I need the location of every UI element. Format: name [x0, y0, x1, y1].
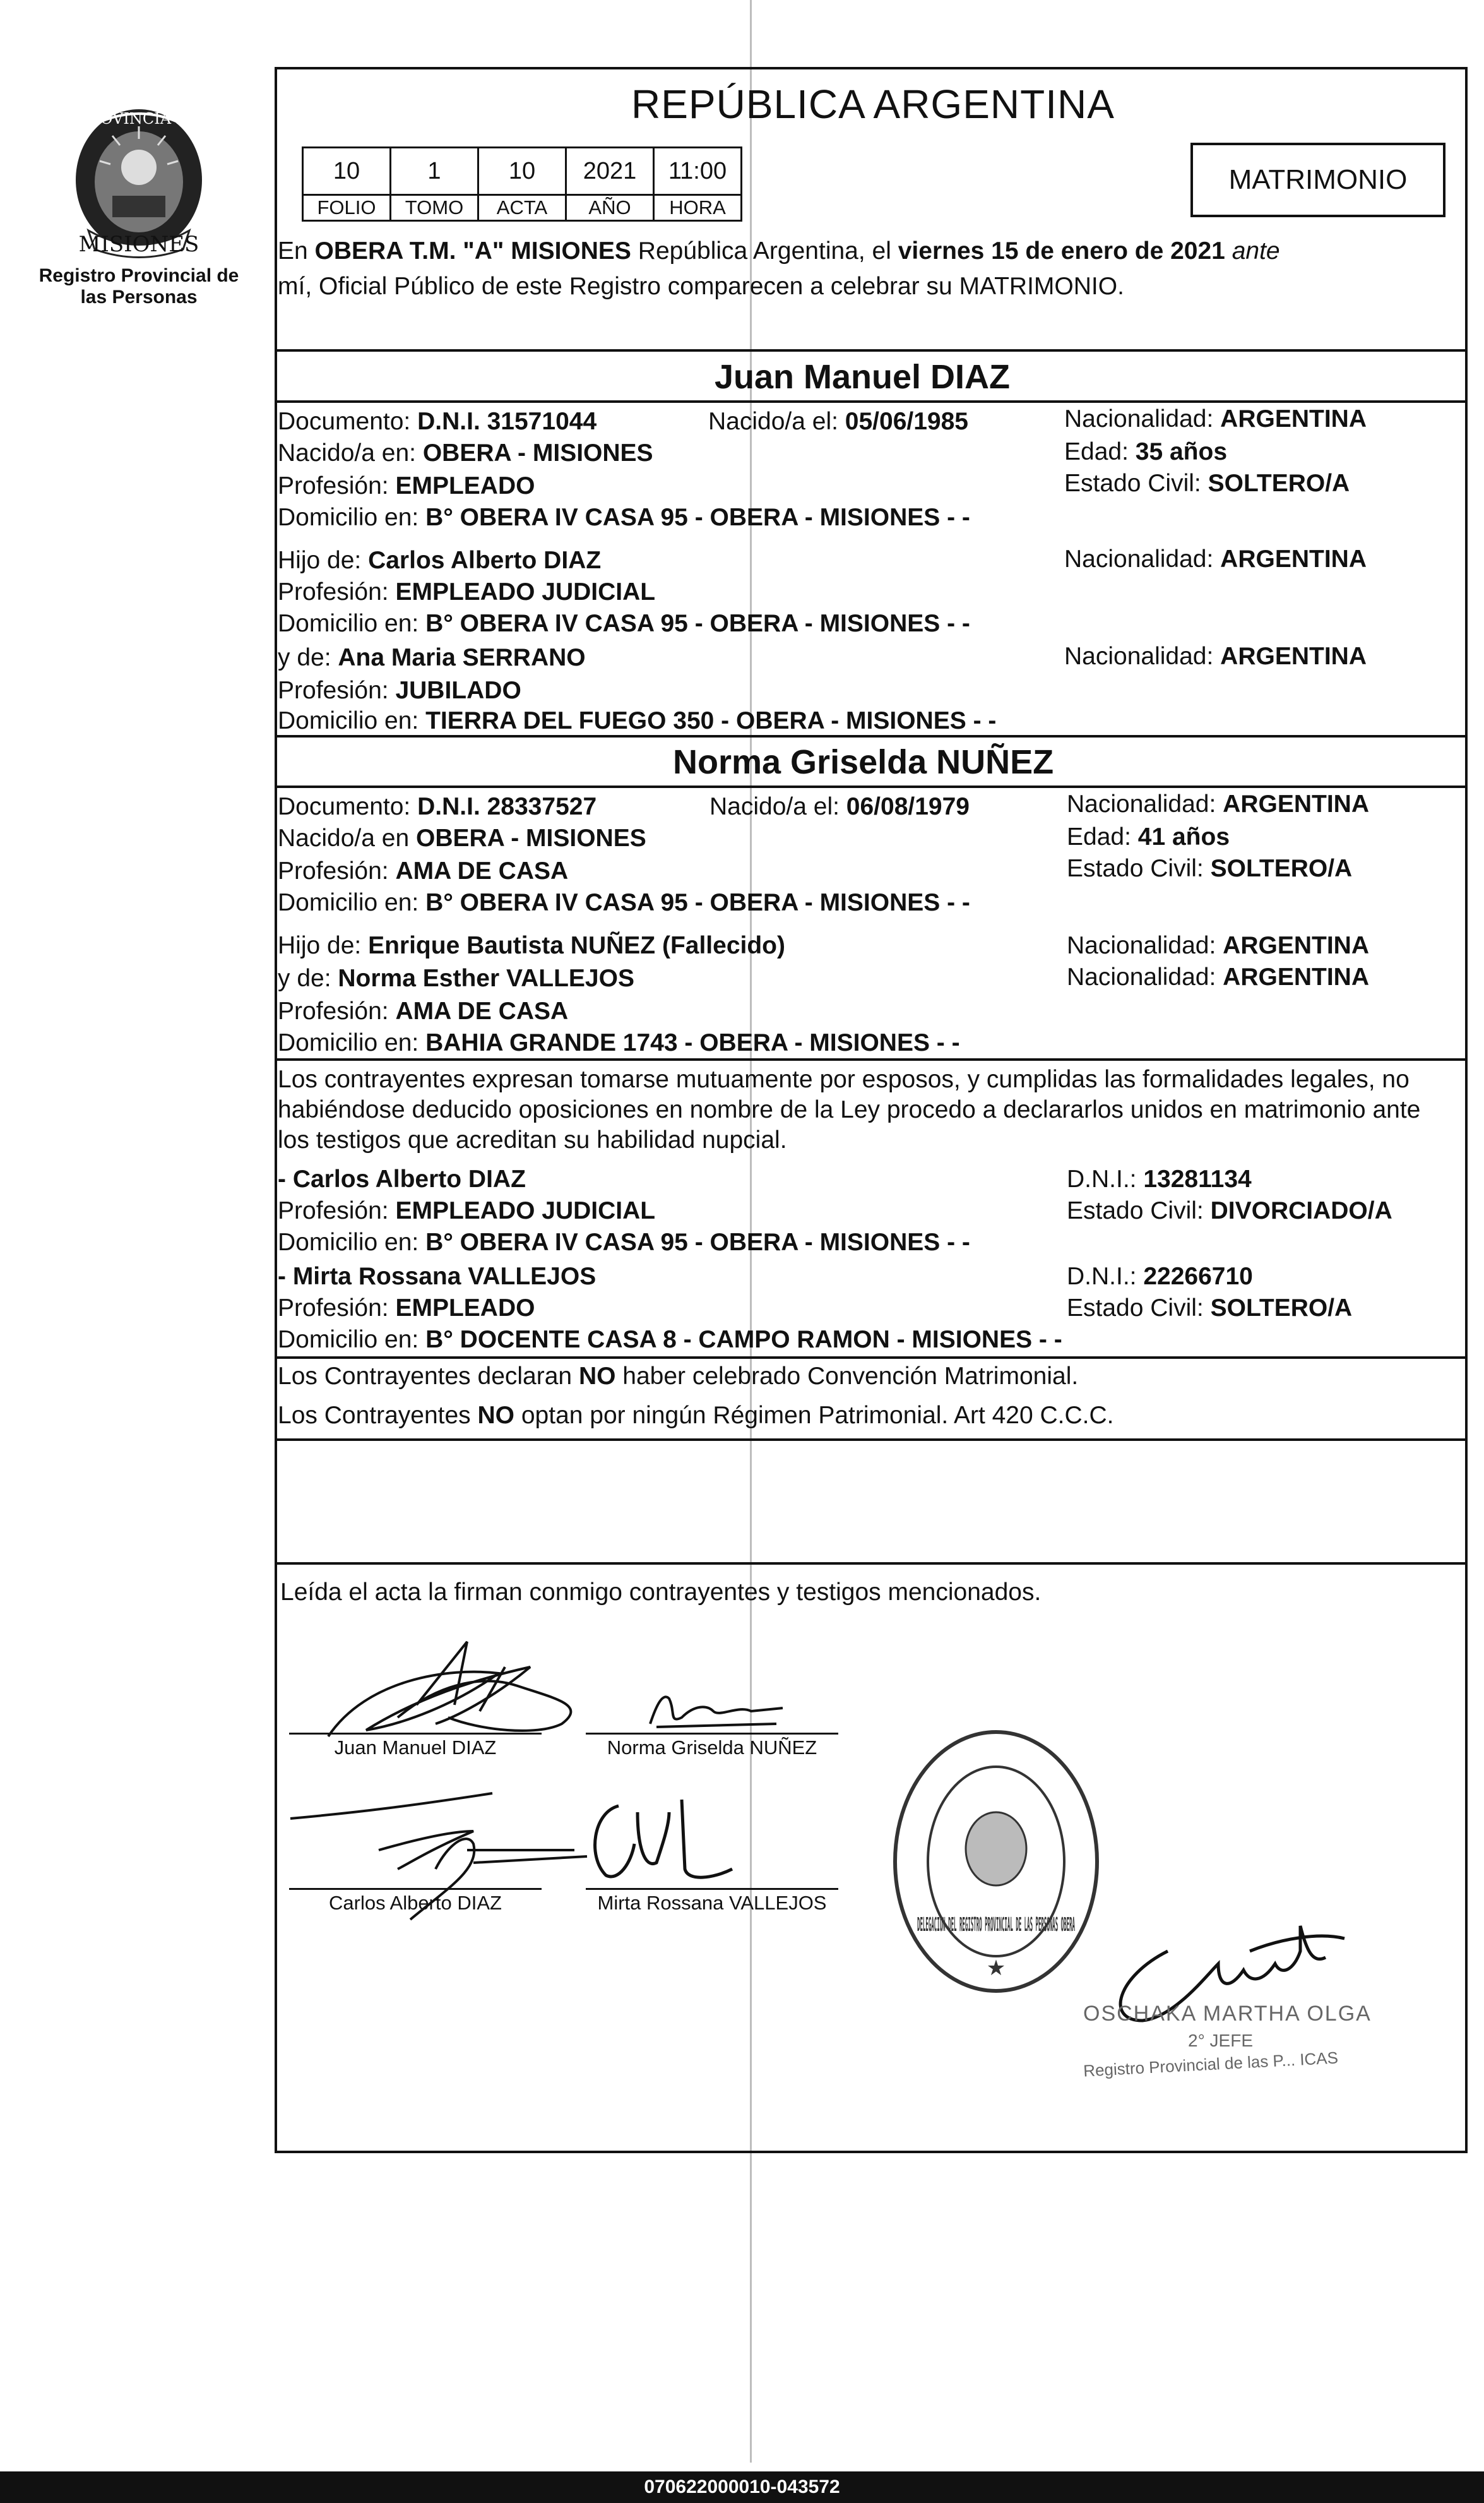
field-value: EMPLEADO	[395, 1294, 535, 1322]
registry-logo	[38, 101, 240, 316]
signature-line	[289, 1888, 542, 1890]
field-value: ARGENTINA	[1220, 643, 1367, 670]
spouse-2-mother-profession	[278, 996, 568, 1027]
witness-1-profession	[278, 1196, 655, 1226]
spouse-2-address	[278, 888, 970, 918]
spouse-2-birthplace	[278, 823, 646, 854]
field-label: Nacionalidad:	[1064, 546, 1221, 573]
intro-text: República Argentina, el	[631, 237, 898, 265]
field-value: OBERA - MISIONES	[415, 825, 646, 852]
field-value: JUBILADO	[395, 677, 521, 704]
closing-statement: Leída el acta la firman conmigo contrayentes y testigos mencionados.	[280, 1579, 1042, 1606]
spouse-2-name: Norma Griselda NUÑEZ	[673, 743, 1054, 781]
field-value: Ana Maria SERRANO	[338, 644, 586, 671]
intro-text: ante	[1225, 237, 1280, 265]
spouse-2-father-nationality	[1067, 931, 1369, 961]
field-value: ARGENTINA	[1220, 546, 1367, 573]
field-value: ARGENTINA	[1223, 932, 1370, 959]
signature-caption-2: Norma Griselda NUÑEZ	[607, 1736, 817, 1759]
divider	[275, 786, 1468, 788]
field-value: Carlos Alberto DIAZ	[368, 547, 602, 574]
field-label: D.N.I.:	[1067, 1166, 1144, 1193]
hora-value: 11:00	[654, 148, 742, 195]
regime-statement	[278, 1401, 1114, 1431]
intro-line-1	[278, 236, 1280, 266]
declaration-line-2: habiéndose deducido oposiciones en nombre de la Ley procedo a declararlos unidos en matrimonio ante	[278, 1096, 1421, 1123]
country-title: REPÚBLICA ARGENTINA	[631, 81, 1115, 127]
declaration-line-1: Los contrayentes expresan tomarse mutuamente por esposos, y cumplidas las formalidades legales, no	[278, 1066, 1410, 1093]
witness-1-name: - Carlos Alberto DIAZ	[278, 1166, 526, 1193]
statement-text: Los Contrayentes	[278, 1402, 478, 1429]
field-label: Estado Civil:	[1064, 470, 1208, 497]
statement-text: Los Contrayentes declaran	[278, 1363, 579, 1390]
spouse-1-mother-profession	[278, 676, 521, 706]
field-label: Profesión:	[278, 472, 396, 499]
act-type-box: MATRIMONIO	[1190, 143, 1445, 217]
field-value: 05/06/1985	[845, 408, 968, 435]
anio-value: 2021	[566, 148, 654, 195]
tomo-value: 1	[391, 148, 478, 195]
field-value: D.N.I. 28337527	[417, 793, 597, 820]
field-value: ARGENTINA	[1220, 405, 1367, 433]
field-label: Hijo de:	[278, 547, 369, 574]
divider	[275, 349, 1468, 352]
intro-date: viernes 15 de enero de 2021	[898, 237, 1225, 265]
field-value: SOLTERO/A	[1208, 470, 1350, 497]
field-value: TIERRA DEL FUEGO 350 - OBERA - MISIONES - -	[425, 707, 997, 734]
witness-1-dni	[1067, 1164, 1252, 1195]
signature-mirta-vallejos-icon	[581, 1787, 783, 1894]
field-label: Domicilio en:	[278, 1229, 426, 1256]
declaration-line-3: los testigos que acreditan su habilidad nupcial.	[278, 1126, 787, 1154]
field-label: Profesión:	[278, 998, 396, 1025]
field-value: 41 años	[1137, 823, 1230, 851]
field-label: y de:	[278, 644, 338, 671]
field-label: Domicilio en:	[278, 889, 426, 916]
acta-value: 10	[478, 148, 566, 195]
statement-no: NO	[578, 1363, 616, 1390]
spouse-1-profession	[278, 471, 535, 501]
field-label: Hijo de:	[278, 932, 369, 959]
official-name: OSCHAKA MARTHA OLGA	[1083, 2002, 1372, 2026]
spouse-1-birthdate	[708, 407, 968, 437]
field-value: B° OBERA IV CASA 95 - OBERA - MISIONES - -	[425, 1229, 970, 1256]
signature-line	[289, 1733, 542, 1735]
spouse-1-father-nationality	[1064, 544, 1367, 575]
field-label: Profesión:	[278, 857, 396, 885]
field-value: AMA DE CASA	[395, 998, 569, 1025]
field-label: Nacionalidad:	[1064, 405, 1221, 433]
field-label: D.N.I.:	[1067, 1263, 1144, 1290]
seal-text: DELEGACION DEL REGISTRO PROVINCIAL DE LAS PERSONAS OBERA	[917, 1914, 1075, 1936]
spouse-2-birthdate	[709, 792, 970, 822]
svg-text:PROVINCIA DE: PROVINCIA DE	[78, 110, 199, 128]
statement-text: optan por ningún Régimen Patrimonial. Art 420 C.C.C.	[514, 1402, 1114, 1429]
field-value: BAHIA GRANDE 1743 - OBERA - MISIONES - -	[425, 1029, 960, 1056]
field-value: 06/08/1979	[846, 793, 970, 820]
official-role: 2° JEFE	[1188, 2031, 1254, 2050]
spouse-2-mother	[278, 964, 634, 994]
field-value: EMPLEADO	[395, 472, 535, 499]
field-label: Domicilio en:	[278, 504, 426, 531]
spouse-1-civil-status	[1064, 469, 1350, 499]
field-value: 35 años	[1135, 438, 1228, 465]
divider	[275, 1058, 1468, 1061]
spouse-1-birthplace	[278, 438, 653, 469]
spouse-2-document	[278, 792, 597, 822]
statement-text: haber celebrado Convención Matrimonial.	[615, 1363, 1079, 1390]
field-value: Norma Esther VALLEJOS	[338, 965, 634, 992]
field-label: Profesión:	[278, 677, 396, 704]
field-value: AMA DE CASA	[395, 857, 569, 885]
divider	[275, 400, 1468, 403]
field-value: ARGENTINA	[1223, 791, 1370, 818]
spouse-2-nationality	[1067, 789, 1369, 820]
divider	[275, 735, 1468, 738]
intro-text: En	[278, 237, 315, 265]
field-label: Estado Civil:	[1067, 1294, 1211, 1322]
field-label: Documento:	[278, 793, 418, 820]
field-value: B° OBERA IV CASA 95 - OBERA - MISIONES - -	[425, 504, 970, 531]
signature-line	[586, 1888, 838, 1890]
field-label: Profesión:	[278, 578, 396, 606]
anio-label: AÑO	[566, 195, 654, 221]
registry-seal-stamp-icon	[889, 1723, 1103, 2000]
field-value: B° OBERA IV CASA 95 - OBERA - MISIONES - -	[425, 889, 970, 916]
witness-2-civil-status	[1067, 1293, 1352, 1323]
spouse-1-father	[278, 546, 601, 576]
field-label: Nacido/a en:	[278, 439, 423, 467]
field-value: DIVORCIADO/A	[1210, 1197, 1392, 1224]
spouse-2-mother-address	[278, 1028, 960, 1058]
field-label: Profesión:	[278, 1197, 396, 1224]
signature-caption-1: Juan Manuel DIAZ	[334, 1736, 497, 1759]
spouse-1-nationality	[1064, 404, 1367, 434]
svg-text:MISIONES: MISIONES	[78, 232, 199, 257]
field-label: Profesión:	[278, 1294, 396, 1322]
field-label: Edad:	[1064, 438, 1136, 465]
field-label: Nacido/a el:	[709, 793, 846, 820]
witness-2-name: - Mirta Rossana VALLEJOS	[278, 1263, 597, 1290]
spouse-2-profession	[278, 856, 568, 887]
intro-line-2: mí, Oficial Público de este Registro comparecen a celebrar su MATRIMONIO.	[278, 273, 1124, 300]
witness-2-address	[278, 1325, 1062, 1355]
witness-1-address	[278, 1228, 970, 1258]
field-value: D.N.I. 31571044	[417, 408, 597, 435]
spouse-1-mother	[278, 643, 586, 673]
divider	[275, 1438, 1468, 1441]
field-label: y de:	[278, 965, 338, 992]
official-organization: Registro Provincial de las P... ICAS	[1083, 2048, 1339, 2081]
field-label: Nacido/a el:	[708, 408, 845, 435]
spouse-1-name: Juan Manuel DIAZ	[715, 358, 1011, 396]
spouse-2-mother-nationality	[1067, 962, 1369, 993]
field-value: B° DOCENTE CASA 8 - CAMPO RAMON - MISIONES - -	[425, 1326, 1062, 1353]
field-label: Nacionalidad:	[1067, 791, 1223, 818]
field-label: Nacido/a en	[278, 825, 416, 852]
spouse-2-civil-status	[1067, 854, 1352, 884]
field-value: ARGENTINA	[1223, 964, 1370, 991]
signature-caption-4: Mirta Rossana VALLEJOS	[597, 1892, 827, 1914]
divider	[275, 1356, 1468, 1359]
field-label: Documento:	[278, 408, 418, 435]
field-value: Enrique Bautista NUÑEZ (Fallecido)	[368, 932, 785, 959]
field-label: Domicilio en:	[278, 610, 426, 637]
witness-2-profession	[278, 1293, 535, 1323]
intro-place: OBERA T.M. "A" MISIONES	[314, 237, 631, 265]
spouse-1-document	[278, 407, 597, 437]
field-value: EMPLEADO JUDICIAL	[395, 578, 656, 606]
spouse-1-mother-address	[278, 706, 996, 736]
field-value: SOLTERO/A	[1210, 855, 1353, 882]
field-label: Edad:	[1067, 823, 1138, 851]
divider	[275, 1562, 1468, 1565]
spouse-1-address	[278, 503, 970, 533]
field-label: Nacionalidad:	[1064, 643, 1221, 670]
field-label: Estado Civil:	[1067, 1197, 1211, 1224]
field-label: Domicilio en:	[278, 1326, 426, 1353]
witness-1-civil-status	[1067, 1196, 1392, 1226]
convention-statement	[278, 1361, 1078, 1392]
field-value: 22266710	[1143, 1263, 1253, 1290]
tomo-label: TOMO	[391, 195, 478, 221]
field-label: Estado Civil:	[1067, 855, 1211, 882]
field-value: SOLTERO/A	[1210, 1294, 1353, 1322]
field-label: Domicilio en:	[278, 707, 426, 734]
signature-caption-3: Carlos Alberto DIAZ	[329, 1892, 502, 1914]
misiones-coat-of-arms-icon	[63, 101, 215, 259]
field-label: Domicilio en:	[278, 1029, 426, 1056]
field-label: Nacionalidad:	[1067, 932, 1223, 959]
hora-label: HORA	[654, 195, 742, 221]
spouse-1-father-profession	[278, 577, 655, 607]
folio-value: 10	[303, 148, 391, 195]
field-value: EMPLEADO JUDICIAL	[395, 1197, 656, 1224]
registry-name: Registro Provincial de las Personas	[39, 265, 239, 308]
folio-label: FOLIO	[303, 195, 391, 221]
field-value: 13281134	[1143, 1166, 1252, 1193]
svg-text:★: ★	[986, 1956, 1006, 1981]
spouse-1-father-address	[278, 609, 970, 639]
document-code-bar: 070622000010-043572	[0, 2471, 1484, 2503]
signature-line	[586, 1733, 838, 1735]
field-value: OBERA - MISIONES	[422, 439, 653, 467]
spouse-2-father	[278, 931, 785, 961]
field-value: B° OBERA IV CASA 95 - OBERA - MISIONES - -	[425, 610, 970, 637]
registry-data-table	[302, 146, 742, 222]
statement-no: NO	[477, 1402, 515, 1429]
signature-norma-nunez-icon	[631, 1680, 795, 1736]
spouse-1-mother-nationality	[1064, 642, 1367, 672]
field-label: Nacionalidad:	[1067, 964, 1223, 991]
spouse-1-age	[1064, 437, 1227, 467]
spouse-2-age	[1067, 822, 1230, 852]
witness-2-dni	[1067, 1262, 1253, 1292]
acta-label: ACTA	[478, 195, 566, 221]
